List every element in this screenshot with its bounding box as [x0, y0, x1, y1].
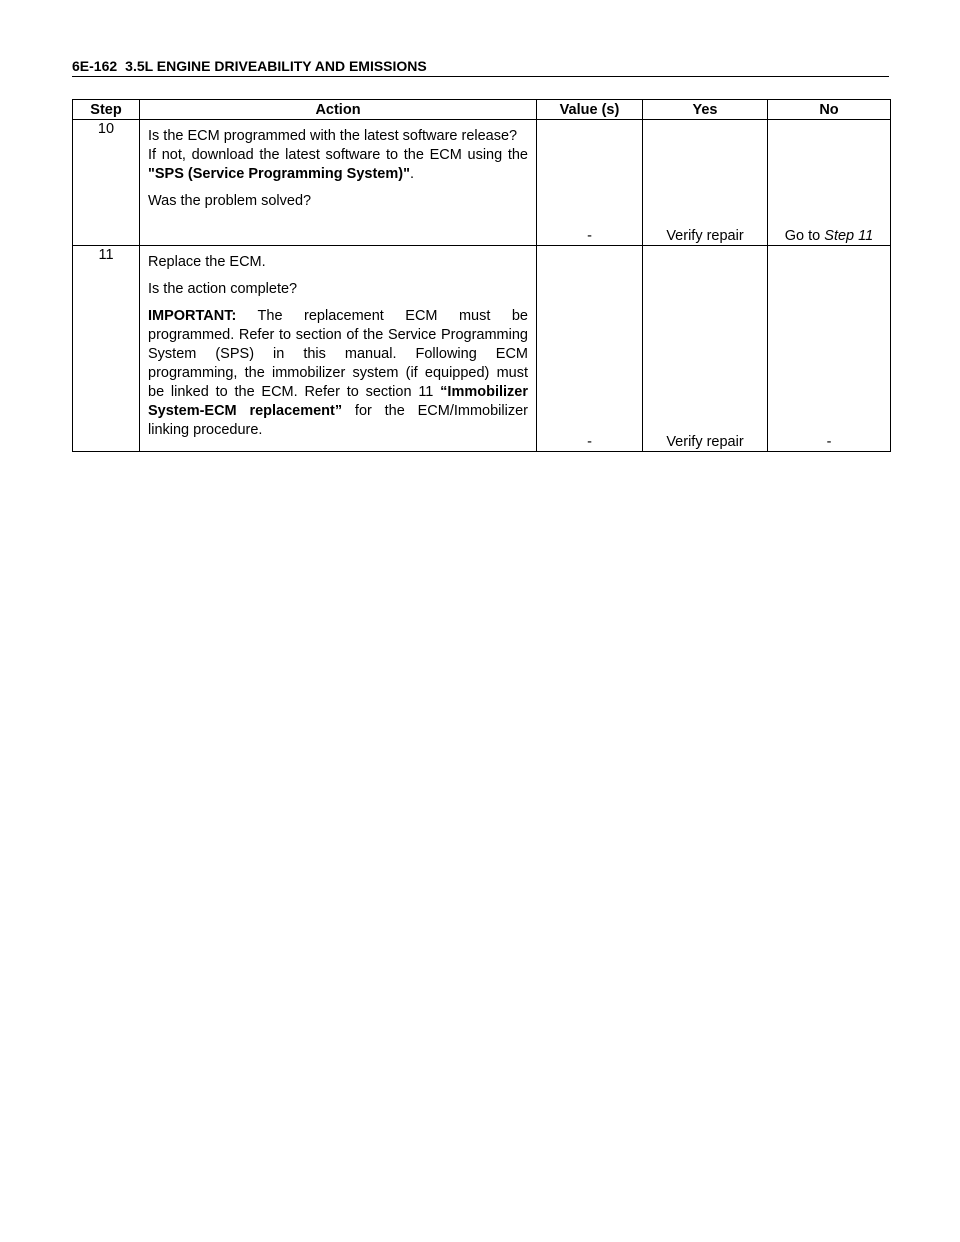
value-cell: -	[537, 120, 643, 246]
action-text: Replace the ECM.	[148, 254, 266, 270]
step-reference: Step 11	[824, 228, 874, 244]
action-text: Is the ECM programmed with the latest software release?	[148, 128, 518, 144]
sps-reference: "SPS (Service Programming System)"	[148, 166, 410, 182]
yes-cell: Verify repair	[643, 246, 768, 452]
no-text: Go to	[784, 228, 825, 244]
table-row	[73, 120, 891, 246]
procedure-table	[72, 99, 891, 452]
immobilizer-reference: “Immobilizer System-ECM replacement”	[148, 384, 528, 419]
action-question: Is the action complete?	[148, 281, 298, 297]
table-header-row	[73, 100, 891, 120]
value-cell: -	[537, 246, 643, 452]
action-text-segment: .	[409, 166, 414, 182]
no-cell: -	[768, 246, 891, 452]
no-cell	[768, 120, 891, 246]
important-text: The replacement ECM must be programmed. Refer to section of the Service Programming System (SPS) in this manual. Following ECM programming, the immobilizer system (if equipped) must be linked to the ECM. Refer to section 11	[148, 308, 528, 400]
important-note	[148, 307, 528, 440]
column-header-step: Step	[73, 100, 140, 120]
column-header-yes: Yes	[643, 100, 768, 120]
page-code: 6E-162	[72, 58, 118, 74]
step-number: 10	[73, 120, 140, 246]
action-text-segment: If not, download the latest software to the ECM using the	[148, 147, 528, 163]
action-cell	[140, 246, 537, 452]
column-header-action: Action	[140, 100, 537, 120]
yes-cell: Verify repair	[643, 120, 768, 246]
page-title: 3.5L ENGINE DRIVEABILITY AND EMISSIONS	[125, 58, 427, 74]
table-row	[73, 246, 891, 452]
action-cell	[140, 120, 537, 246]
important-label: IMPORTANT:	[148, 308, 237, 324]
step-number: 11	[73, 246, 140, 452]
page-header	[72, 58, 889, 77]
action-text	[148, 146, 528, 184]
important-text: for the ECM/Immobilizer linking procedure.	[148, 403, 528, 438]
action-question: Was the problem solved?	[148, 193, 312, 209]
column-header-no: No	[768, 100, 891, 120]
column-header-value: Value (s)	[537, 100, 643, 120]
